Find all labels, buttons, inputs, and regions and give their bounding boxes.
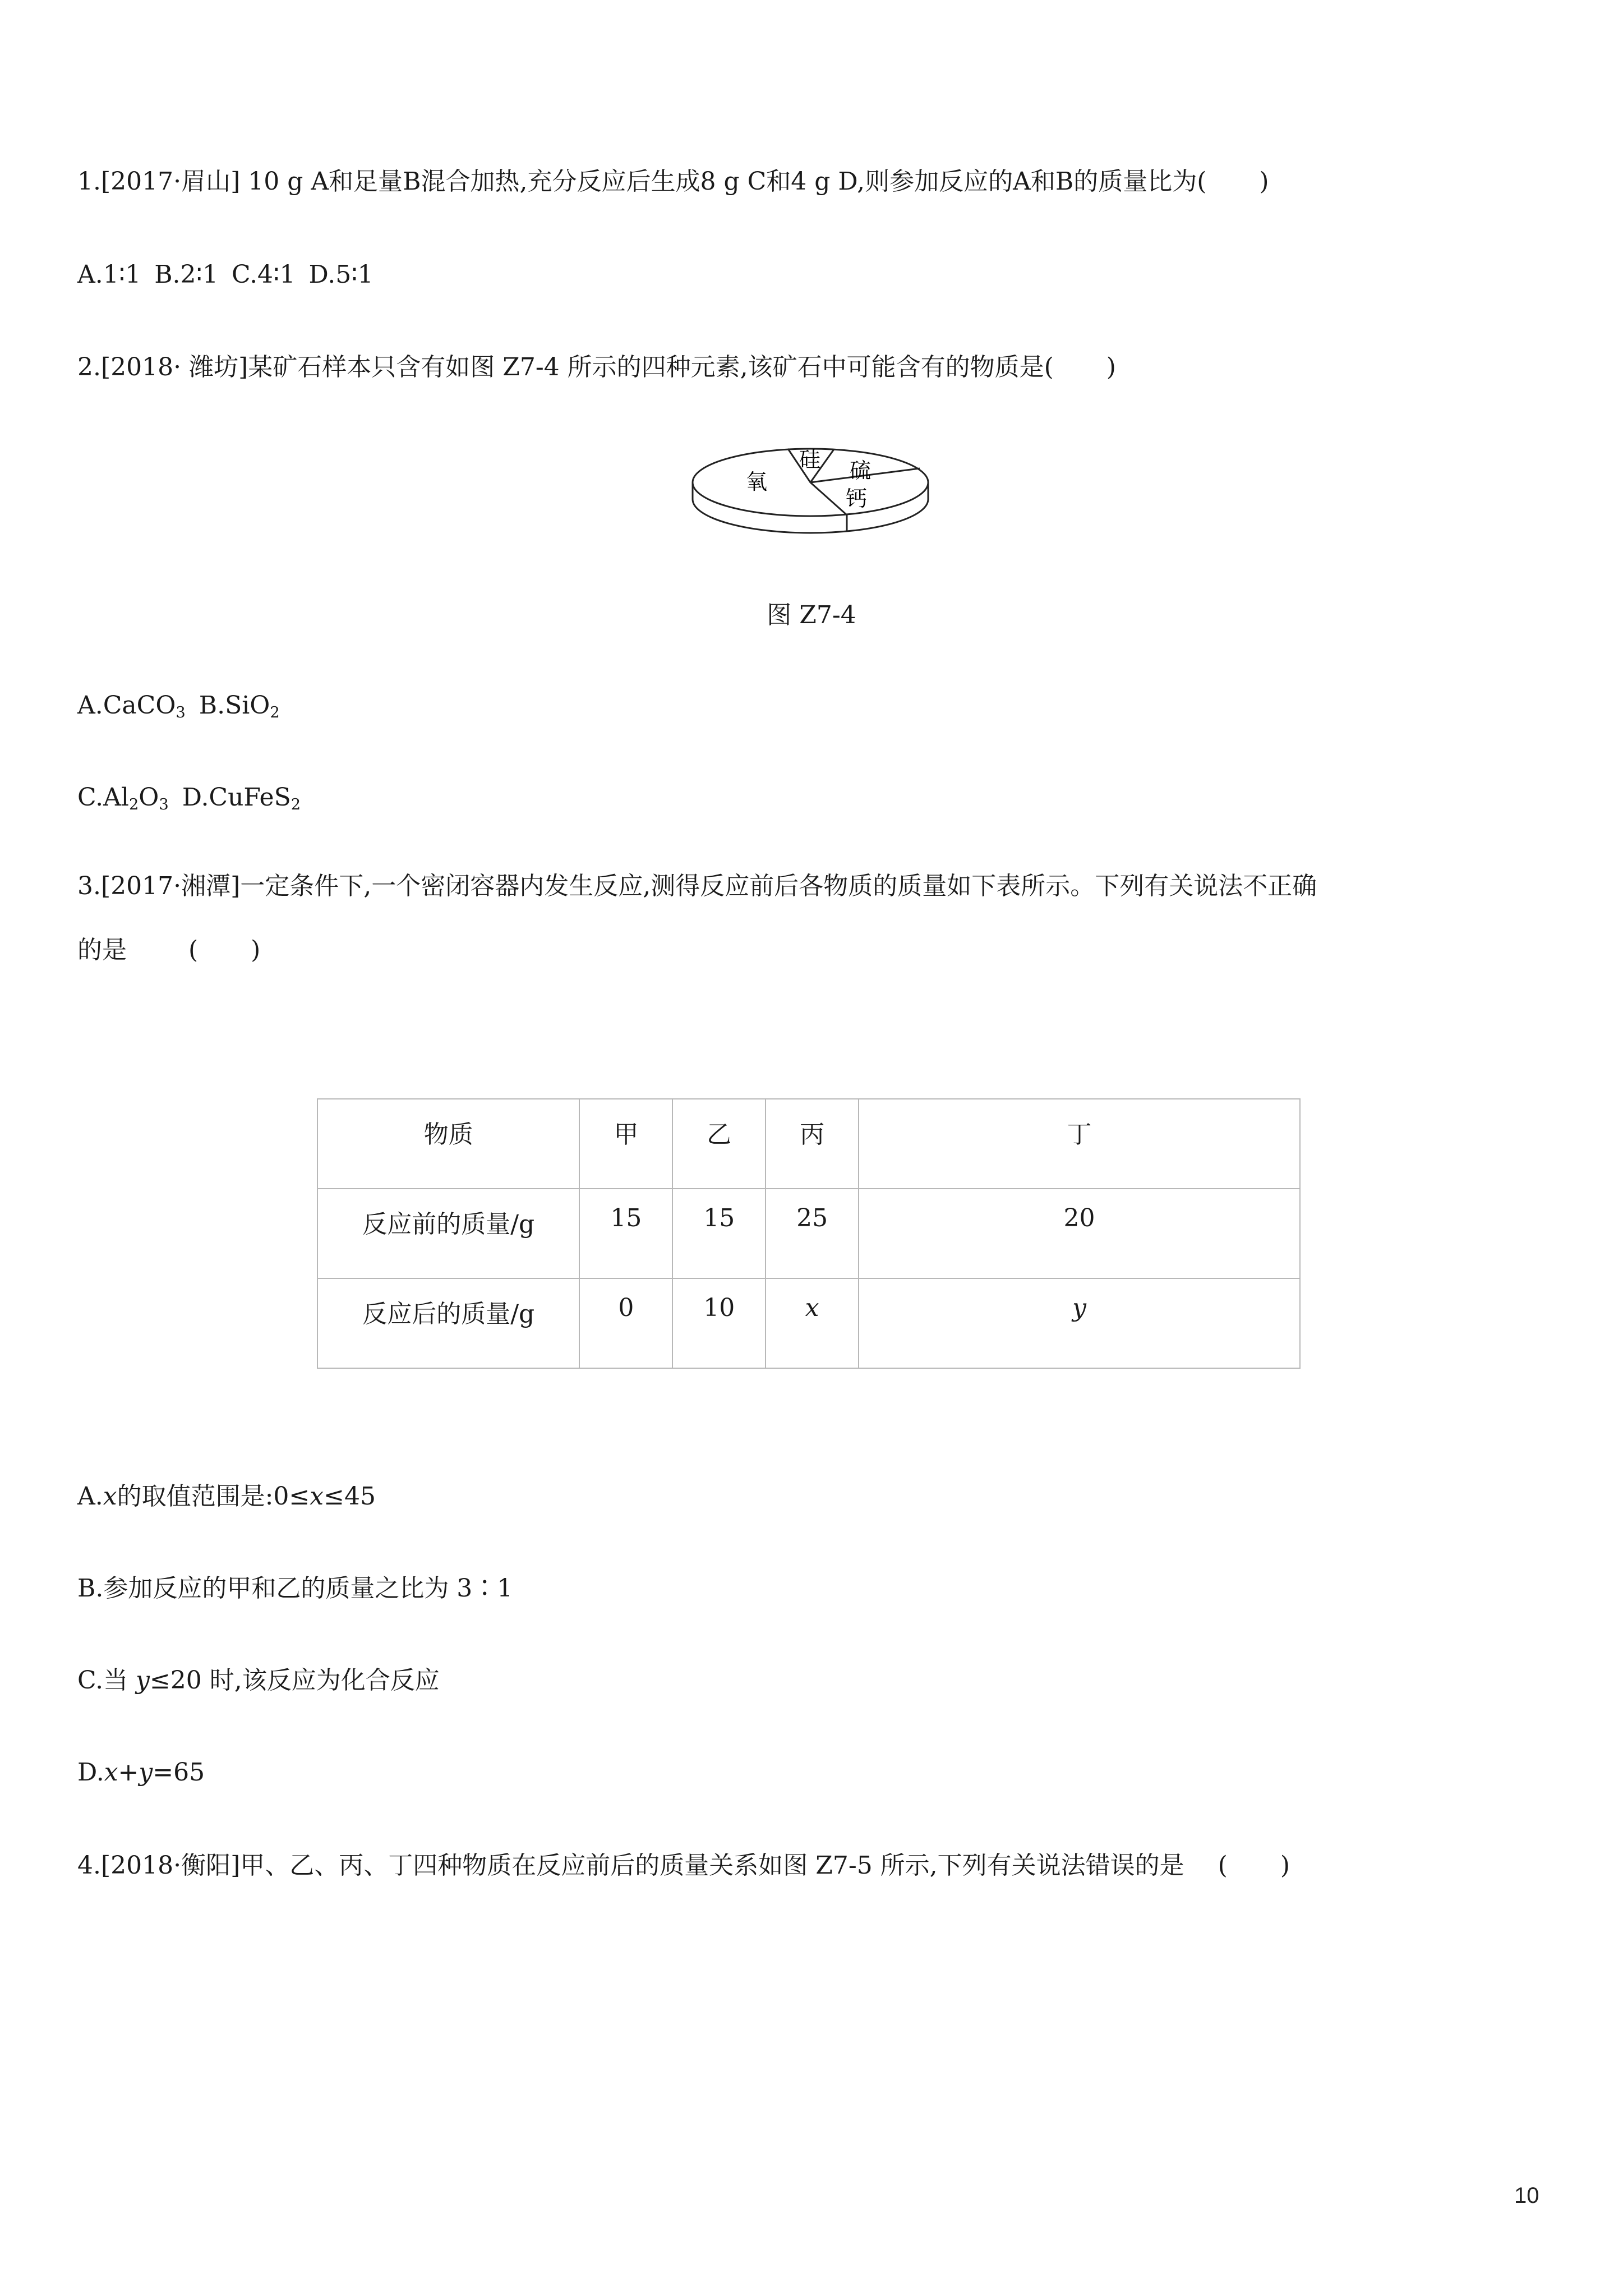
mass-table [317, 1098, 1301, 1369]
table-cell: 0 [579, 1278, 672, 1368]
table-header-row [317, 1099, 1300, 1189]
q2-option-d: D.CuFeS$_2$ [182, 783, 301, 813]
table-cell: x [766, 1278, 859, 1368]
q3-stem-line2: 的是 ( ) [77, 935, 256, 966]
table-header-cell: 物质 [317, 1099, 579, 1189]
q2-option-a: A.CaCO$_3$ [77, 691, 186, 721]
q2-stem: 2.[2018· 潍坊]某矿石样本只含有如图 Z7-4 所示的四种元素,该矿石中可能含有的物质是( ) [77, 352, 1112, 383]
q2-options-row2 [77, 782, 301, 821]
figure-caption: 图 Z7-4 [767, 601, 856, 629]
table-header-cell: 乙 [672, 1099, 766, 1189]
q1-option-b: B.2∶1 [154, 260, 218, 289]
table-cell: 反应后的质量/g [317, 1278, 579, 1368]
q3-option-d: D.x+y=65 [77, 1758, 205, 1787]
table-header-cell: 丁 [859, 1099, 1300, 1189]
q3-option-b: B.参加反应的甲和乙的质量之比为 3∶1 [77, 1574, 513, 1603]
q1-option-a: A.1∶1 [77, 260, 141, 289]
q2-options-row1 [77, 690, 280, 729]
table-cell: 15 [579, 1189, 672, 1278]
q2-option-b: B.SiO$_2$ [199, 691, 280, 721]
table-row [317, 1189, 1300, 1278]
q1-stem: 1.[2017·眉山] 10 g A和足量B混合加热,充分反应后生成8 g C和4 g D,则参加反应的A和B的质量比为( ) [77, 166, 1264, 197]
table-header-cell: 丙 [766, 1099, 859, 1189]
q4-stem: 4.[2018·衡阳]甲、乙、丙、丁四种物质在反应前后的质量关系如图 Z7-5 所示,下列有关说法错误的是 ( ) [77, 1850, 1285, 1881]
q1-option-c: C.4∶1 [231, 260, 296, 289]
pie-label-sulfur: 硫 [850, 458, 872, 483]
table-cell: 20 [859, 1189, 1300, 1278]
pie-label-silicon: 硅 [799, 447, 821, 472]
table-header-cell: 甲 [579, 1099, 672, 1189]
answer-paren: ( ) [1197, 167, 1292, 196]
table-cell: 反应前的质量/g [317, 1189, 579, 1278]
q3-option-c: C.当 y≤20 时,该反应为化合反应 [77, 1666, 440, 1695]
q2-option-c: $C.Al_2O_3$ [77, 783, 169, 813]
table-cell: 15 [672, 1189, 766, 1278]
q3-option-a: A.x的取值范围是:0≤x≤45 [77, 1482, 376, 1511]
answer-paren: ( ) [1044, 353, 1138, 381]
table-cell: y [859, 1278, 1300, 1368]
page-number: 10 [1514, 2183, 1539, 2208]
q1-option-d: D.5∶1 [308, 260, 374, 289]
answer-paren: ( ) [1218, 1851, 1312, 1880]
pie-label-oxygen: 氧 [746, 470, 768, 494]
table-cell: 10 [672, 1278, 766, 1368]
answer-paren: ( ) [188, 936, 283, 964]
table-cell: 25 [766, 1189, 859, 1278]
table-row [317, 1278, 1300, 1368]
pie-label-calcium: 钙 [846, 486, 868, 511]
q3-stem-line1: 3.[2017·湘潭]一定条件下,一个密闭容器内发生反应,测得反应前后各物质的质量如下表所示。下列有关说法不正确 [77, 872, 1317, 900]
element-pie-figure [687, 438, 934, 544]
q1-options [77, 259, 374, 291]
